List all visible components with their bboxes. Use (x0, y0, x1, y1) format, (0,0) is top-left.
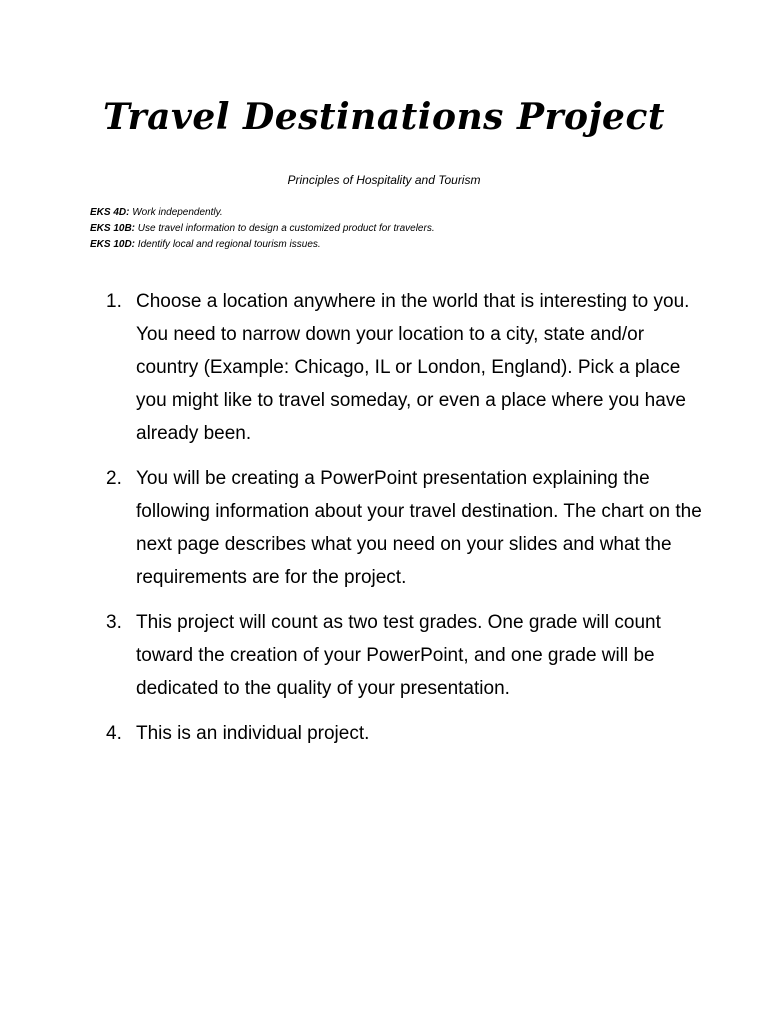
standards-list (90, 205, 690, 253)
item-number: 3. (106, 612, 122, 633)
item-text: Choose a location anywhere in the world that is interesting to you. You need to narrow down your location to a city, state and/or country (Example: Chicago, IL or London, England). Pick a place you might like to travel someday, or even a place where you have already been. (136, 291, 690, 444)
list-item (106, 606, 706, 705)
standard-item (90, 205, 690, 221)
standard-text: Work independently. (132, 207, 223, 218)
standard-code: EKS 10B: (90, 223, 136, 234)
list-item (106, 462, 706, 594)
standard-item (90, 221, 690, 237)
standard-text: Use travel information to design a customized product for travelers. (137, 223, 435, 234)
item-text: You will be creating a PowerPoint presentation explaining the following information about your travel destination. The chart on the next page describes what you need on your slides and what the requirements are for the project. (136, 468, 702, 588)
item-text: This is an individual project. (136, 723, 370, 744)
list-item (106, 717, 706, 750)
document-title: Travel Destinations Project (102, 96, 665, 138)
list-item (106, 285, 706, 450)
item-number: 4. (106, 723, 122, 744)
instructions-list (106, 285, 706, 762)
standard-item (90, 237, 690, 253)
standard-code: EKS 10D: (90, 239, 136, 250)
document-subtitle: Principles of Hospitality and Tourism (287, 173, 481, 187)
standard-code: EKS 4D: (90, 207, 130, 218)
item-number: 2. (106, 468, 122, 489)
item-number: 1. (106, 291, 122, 312)
item-text: This project will count as two test grades. One grade will count toward the creation of your PowerPoint, and one grade will be dedicated to the quality of your presentation. (136, 612, 661, 699)
standard-text: Identify local and regional tourism issues. (137, 239, 321, 250)
